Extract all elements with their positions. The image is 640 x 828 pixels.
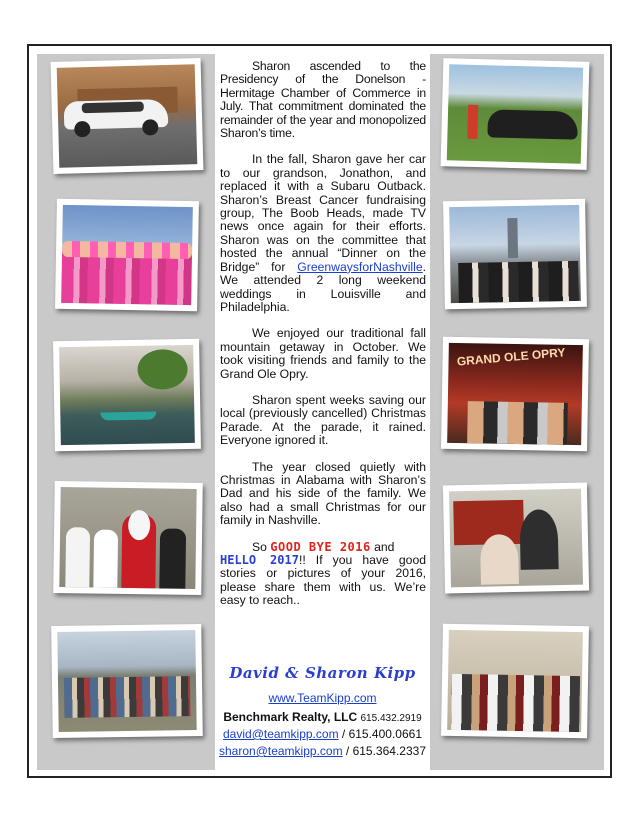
letter-body (220, 60, 426, 621)
paragraph-fall-text-end: . We attended 2 long weekend weddings in Louisville and Philadelphia. (220, 259, 426, 314)
company-phone: 615.432.2919 (360, 713, 422, 724)
photo-santa (53, 481, 203, 595)
paragraph-fall-text: In the fall, Sharon gave her car to our grandson, Jonathon, and replaced it with a Subaru Outback. Sharon’s Breast Cancer fundraising group, The Boob Heads, made TV news once again for their efforts. Sharon was on the committee that hosted the annual “Dinner on the Bridge” for (220, 152, 426, 274)
opry-sign: GRAND OLE OPRY (456, 345, 566, 369)
email-david-link[interactable]: david@teamkipp.com (223, 727, 339, 741)
paragraph-goodbye (220, 541, 426, 608)
paragraph-chamber: Sharon ascended to the Presidency of the Donelson - Hermitage Chamber of Commerce in July. That commitment dominated the remainder of the year and monopolized Sharon’s time. (220, 59, 426, 141)
signature: David & Sharon Kipp (229, 664, 416, 682)
email-sharon-link[interactable]: sharon@teamkipp.com (219, 744, 343, 758)
photo-canoe-lake (53, 339, 201, 452)
greenways-link[interactable]: GreenwaysforNashville (297, 259, 423, 274)
website-line (215, 691, 430, 705)
email-line-1 (215, 727, 430, 741)
photo-subaru (51, 58, 204, 174)
photo-christmas-family (441, 624, 589, 739)
photo-covered-bridge (443, 483, 589, 594)
hello-2017-text: HELLO 2017 (220, 553, 299, 567)
company-line (215, 710, 430, 724)
photo-grand-ole-opry (441, 337, 589, 452)
goodbye-rest: !! If you have good stories or pictures of your 2016, please share them with us. We’re easy to reach.. (220, 553, 427, 608)
paragraph-mountain: We enjoyed our traditional fall mountain getaway in October. We took visiting friends and family to the Grand Ole Opry. (220, 326, 426, 381)
photo-pink-group (55, 199, 199, 311)
paragraph-fall (220, 153, 426, 314)
goodbye-and: and (370, 539, 395, 554)
photo-nashville-skyline (443, 199, 587, 309)
paragraph-christmas: The year closed quietly with Christmas in Alabama with Sharon’s Dad and his side of the family. We also had a small Christmas for our family in Nashville. (220, 459, 426, 528)
email-line-2 (215, 744, 430, 758)
phone-sharon: / 615.364.2337 (342, 744, 426, 758)
goodbye-so: So (252, 539, 271, 554)
company-name: Benchmark Realty, LLC (223, 710, 358, 724)
website-link[interactable]: www.TeamKipp.com (268, 691, 377, 705)
photo-grandson-car (441, 58, 590, 170)
goodbye-2016-text: GOOD BYE 2016 (270, 539, 371, 554)
phone-david: / 615.400.0661 (338, 727, 422, 741)
photo-family-field (51, 624, 203, 738)
paragraph-parade: Sharon spent weeks saving our local (previously cancelled) Christmas Parade. At the parade, it rained. Everyone ignored it. (220, 392, 426, 448)
